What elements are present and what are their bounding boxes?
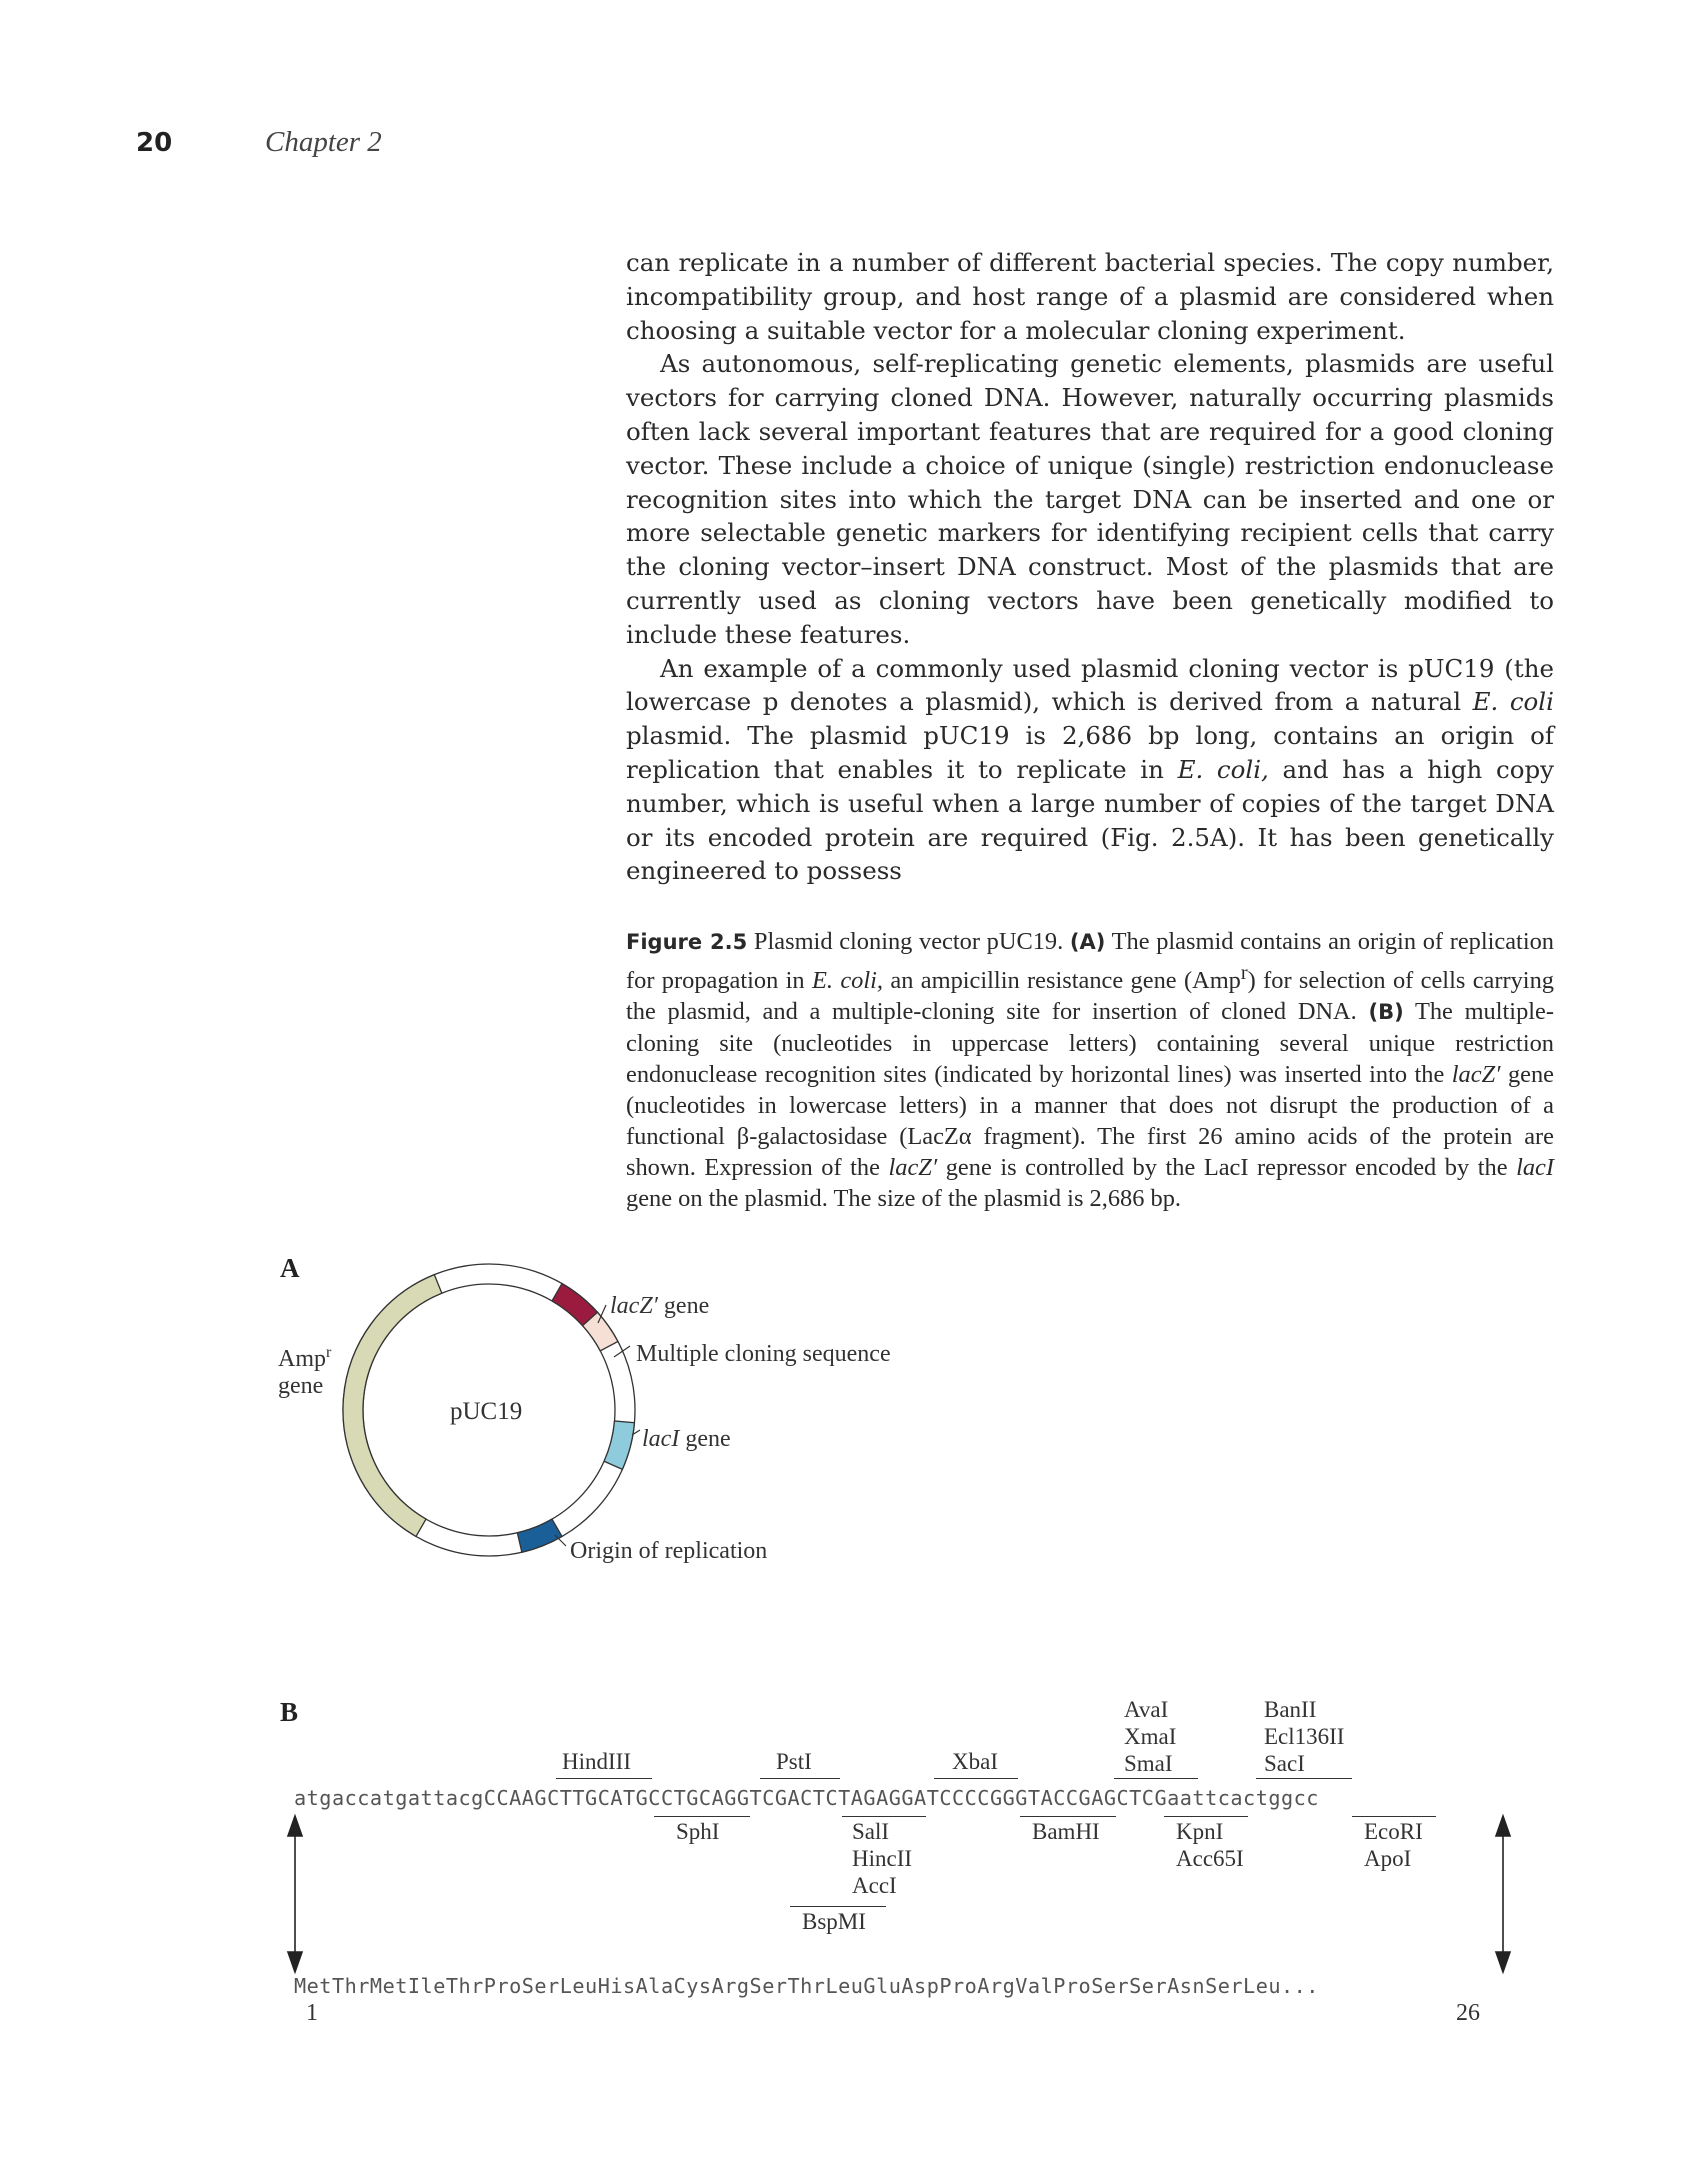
dna-sequence: atgaccatgattacgCCAAGCTTGCATGCCTGCAGGTCGACTCTAGAGGATCCCCGGGTACCGAGCTCGaattcactggcc <box>294 1786 1319 1810</box>
page-number: 20 <box>136 128 173 158</box>
right-arrow-head-bottom <box>1496 1952 1510 1972</box>
site-bamhi: BamHI <box>1032 1819 1100 1844</box>
site-psti: PstI <box>776 1749 812 1774</box>
chapter-running-head: Chapter 2 <box>265 126 382 158</box>
site-sali-hincii-acci: SalI HincII AccI <box>852 1819 913 1898</box>
panel-b-letter: B <box>280 1697 299 1727</box>
site-bspmi: BspMI <box>802 1909 866 1934</box>
amino-acid-end-number: 26 <box>1456 2000 1480 2026</box>
site-sphi: SphI <box>676 1819 720 1844</box>
figure-label: Figure 2.5 <box>626 930 748 954</box>
mcs-label: Multiple cloning sequence <box>636 1341 891 1367</box>
amp-gene-label-2: gene <box>278 1373 324 1399</box>
left-arrow-head-bottom <box>288 1952 302 1972</box>
body-paragraph-2: As autonomous, self-replicating genetic elements, plasmids are useful vectors for carrying cloned DNA. However, naturally occurring plasmids often lack several important features that are required for a good cloning vector. These include a choice of unique (single) restriction endonuclease recognition sites into which the target DNA can be inserted and one or more selectable genetic markers for identifying recipient cells that carry the cloning vector–insert DNA construct. Most of the plasmids that are currently used as cloning vectors have been genetically modified to include these features. <box>626 349 1554 649</box>
figure-caption: Figure 2.5 Plasmid cloning vector pUC19. (A) The plasmid contains an origin of replication for propagation in E. coli, an ampicillin resistance gene (Amp$^r$) for selection of cells carrying the plasmid, and a multiple-cloning site for insertion of cloned DNA. (B) The multiple-cloning site (nucleotides in uppercase letters) containing several unique restriction endonuclease recognition sites (indicated by horizontal lines) was inserted into the lacZ′ gene (nucleotides in lowercase letters) in a manner that does not disrupt the production of a functional β-galactosidase (LacZα fragment). The first 26 amino acids of the protein are shown. Expression of the lacZ′ gene is controlled by the LacI repressor encoded by the lacI gene on the plasmid. The size of the plasmid is 2,686 bp. <box>626 928 1555 1213</box>
ori-label: Origin of replication <box>570 1538 768 1564</box>
site-xbai: XbaI <box>952 1749 998 1774</box>
laci-gene-label: lacI gene <box>642 1426 731 1452</box>
amino-acid-start-number: 1 <box>306 2000 318 2026</box>
plasmid-name-label: pUC19 <box>450 1398 523 1425</box>
right-arrow-head-top <box>1496 1816 1510 1836</box>
site-avai-xmai-smai: AvaI XmaI SmaI <box>1124 1697 1177 1776</box>
lacz-gene-label: lacZ′ gene <box>610 1293 710 1319</box>
body-paragraph-1: can replicate in a number of different bacterial species. The copy number, incompatibility group, and host range of a plasmid are considered when choosing a suitable vector for a molecular cloning experiment. <box>626 248 1554 345</box>
panel-a-letter: A <box>280 1253 300 1283</box>
site-banii-ecl136ii-saci: BanII Ecl136II SacI <box>1264 1697 1345 1776</box>
site-hindiii: HindIII <box>562 1749 631 1774</box>
body-paragraph-3: An example of a commonly used plasmid cloning vector is pUC19 (the lowercase p denotes a plasmid), which is derived from a natural E. coli plasmid. The plasmid pUC19 is 2,686 bp long, contains an origin of replication that enables it to replicate in E. coli, and has a high copy number, which is useful when a large number of copies of the target DNA or its encoded protein are required (Fig. 2.5A). It has been genetically engineered to possess <box>626 653 1554 886</box>
left-arrow-head-top <box>288 1816 302 1836</box>
site-kpni-acc65i: KpnI Acc65I <box>1176 1819 1244 1871</box>
protein-sequence: MetThrMetIleThrProSerLeuHisAlaCysArgSerThrLeuGluAspProArgValProSerSerAsnSerLeu... <box>294 1974 1319 1998</box>
amp-gene-label: Amp$^r$ <box>278 1344 332 1372</box>
site-ecori-apoi: EcoRI ApoI <box>1364 1819 1423 1871</box>
